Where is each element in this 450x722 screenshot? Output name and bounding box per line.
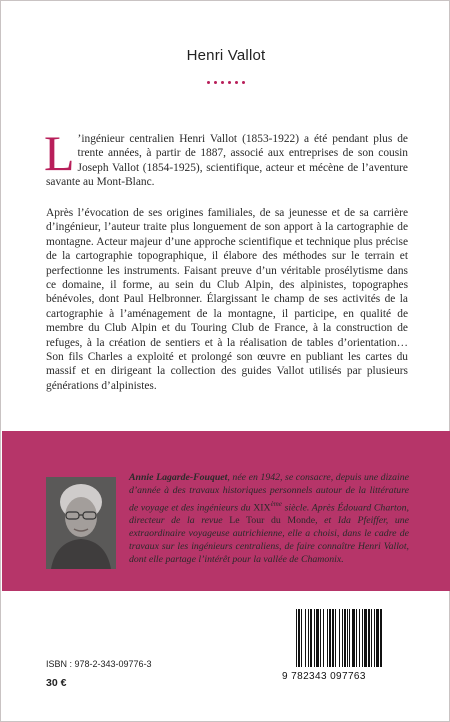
intro-paragraph <box>44 125 408 190</box>
magazine-title: Le Tour du Monde <box>229 514 316 526</box>
barcode-icon <box>294 609 408 675</box>
summary-section <box>46 206 408 393</box>
author-name: Annie Lagarde-Fouquet <box>129 472 228 483</box>
drop-cap: L <box>44 125 75 181</box>
isbn: ISBN : 978-2-343-09776-3 <box>46 659 152 669</box>
author-bio <box>129 472 409 567</box>
bio-part-2: siècle. Après Édouard Charton, directeur de la revue <box>129 502 410 526</box>
century: XIX <box>253 502 271 514</box>
bio-part-1: , née en 1942, se consacre, depuis une dizaine d’année à des travaux historiques personnels autour de la littérature de voyage et des ingénieurs du <box>129 472 409 514</box>
author-photo <box>46 477 116 569</box>
barcode-digits: 9 782343 097763 <box>282 671 366 682</box>
price: 30 € <box>46 677 67 689</box>
book-title: Henri Vallot <box>186 47 266 64</box>
bio-part-3: , et Ida Pfeiffer, une extraordinaire voyageuse autrichienne, elle a choisi, dans le cadre de travaux sur les ingénieurs centraliens, de faire connaître Henri Vallot, dont elle partage l’intérêt pour la vallée de Chamonix. <box>129 514 410 565</box>
decorative-dots <box>1 79 450 85</box>
intro-text: ’ingénieur centralien Henri Vallot (1853-1922) a été pendant plus de trente années, à partir de 1887, associé aux entreprises de son cousin Joseph Vallot (1854-1925), scientifique, acteur et mécène de l’aventure savante au Mont-Blanc. <box>46 133 408 189</box>
century-suffix: ème <box>270 499 282 508</box>
summary-text: Après l’évocation de ses origines familiales, de sa jeunesse et de sa carrière d’ingénieur, l’auteur traite plus longuement de son apport à la cartographie de montagne. Acteur majeur d’une approche scientifique et technique plus précise de la cartographie topographique, il élabore des méthodes sur le terrain et perfectionne les instruments. Faisant preuve d’un véritable prosélytisme dans ce domaine, il forme, au sein du Club Alpin, des alpinistes, topographes bénévoles, dont Paul Helbronner. Élargissant le champ de ses activités de la cartographie à l’aménagement de la montagne, il participe, en qualité de membre du Club Alpin et du Touring Club de France, à la construction de refuges, à la création de sentiers et à la réalisation de tables d’orientation… Son fils Charles a exploité et prolongé son œuvre en publiant les cartes du massif et en dirigeant la collection des guides Vallot utilisés par plusieurs générations d’alpinistes. <box>46 207 408 392</box>
